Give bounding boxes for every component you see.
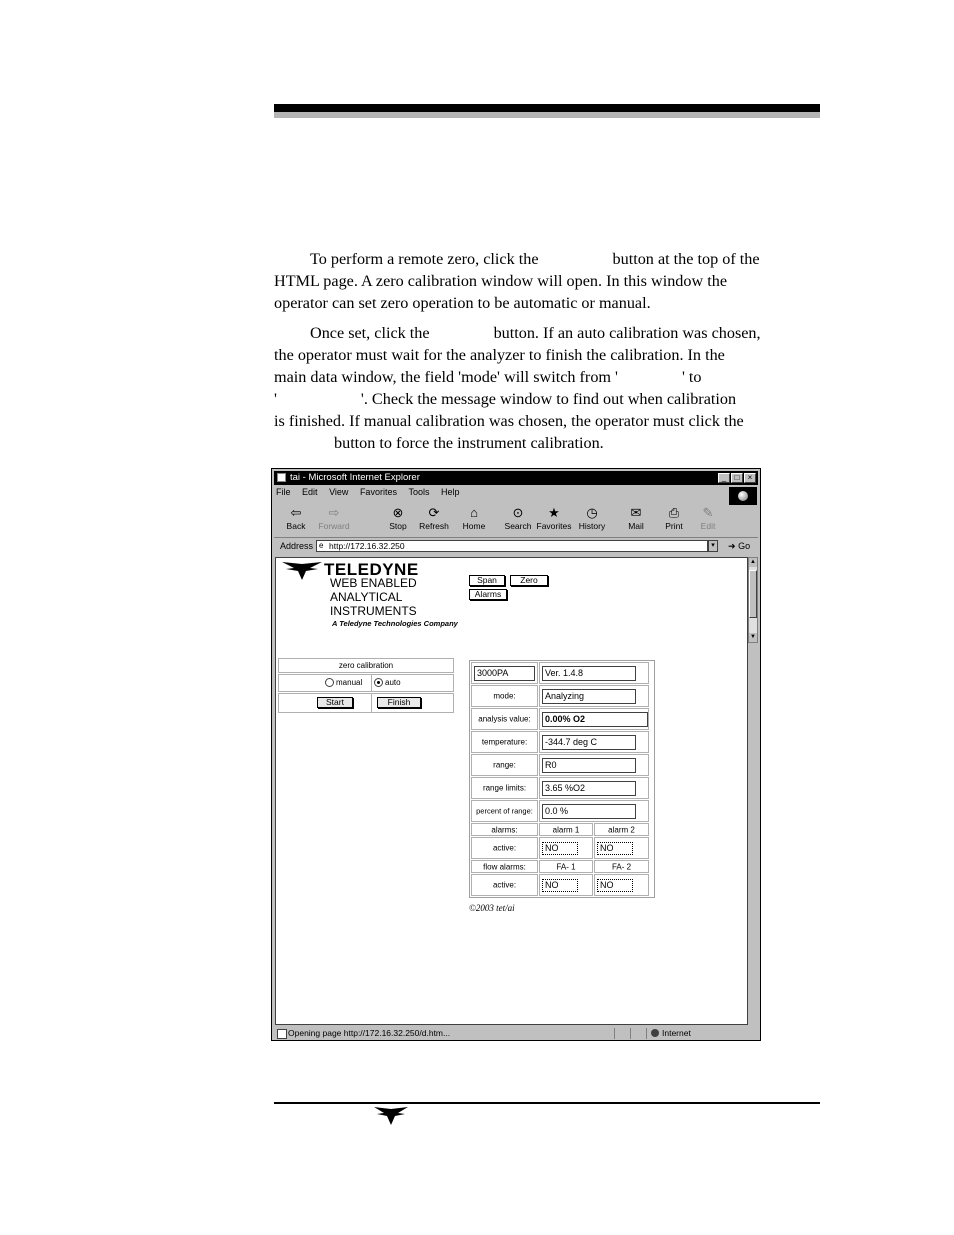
fa2-header-cell xyxy=(594,860,649,873)
favorites-icon: ★ xyxy=(548,505,560,520)
range-limits-value-cell xyxy=(539,777,649,799)
p2-l2: the operator must wait for the analyzer to finish the calibration. In the xyxy=(274,346,725,364)
percent-row xyxy=(471,800,653,822)
temperature-label: temperature: xyxy=(481,737,528,747)
fa1-active-cell xyxy=(539,874,593,896)
p2-l4b: '. Check the message window to find out when calibration xyxy=(360,390,737,408)
alarm2-active-field: NO xyxy=(597,842,633,855)
manual-radio[interactable] xyxy=(325,678,334,687)
menu-view[interactable]: View xyxy=(329,487,349,497)
search-icon: ⊙ xyxy=(512,505,524,520)
toolbar-search-button[interactable] xyxy=(500,504,536,534)
percent-label: percent of range: xyxy=(476,806,533,816)
page-viewport xyxy=(275,557,748,1025)
tagline-1: WEB ENABLED xyxy=(330,576,417,590)
toolbar-back-button[interactable] xyxy=(278,504,314,534)
scroll-down-icon[interactable]: ▼ xyxy=(750,634,756,640)
paragraph-once-set xyxy=(274,322,820,454)
footer-logo xyxy=(373,1106,409,1131)
toolbar-label: Mail xyxy=(628,521,644,531)
p2-l3a: main data window, the field 'mode' will switch from ' xyxy=(274,368,618,386)
back-arrow-icon: ⇦ xyxy=(290,505,302,520)
brand-name: TELEDYNE xyxy=(324,560,419,579)
toolbar-label: Refresh xyxy=(419,521,449,531)
range-field: R0 xyxy=(542,758,636,773)
flow-alarms-label: flow alarms: xyxy=(483,862,526,871)
address-input[interactable]: e http://172.16.32.250 xyxy=(316,540,708,552)
status-text: Opening page http://172.16.32.250/d.htm... xyxy=(288,1028,451,1038)
stop-icon: ⊗ xyxy=(392,505,404,520)
fa2-active-field: NO xyxy=(597,879,633,892)
flow-alarms-header-row xyxy=(471,860,653,873)
range-label-cell xyxy=(471,754,538,776)
toolbar-label: Home xyxy=(462,521,486,531)
start-button[interactable]: Start xyxy=(317,697,353,708)
analyzer-data-table xyxy=(469,660,655,898)
alarm1-active-field: NO xyxy=(542,842,578,855)
go-arrow-icon: ➜ xyxy=(728,541,736,551)
model-field: 3000PA xyxy=(474,666,535,681)
ie-throbber-icon xyxy=(729,487,757,505)
percent-value-cell xyxy=(539,800,649,822)
status-bar xyxy=(274,1027,758,1040)
analysis-row xyxy=(471,708,653,730)
version-cell xyxy=(539,662,649,684)
range-row xyxy=(471,754,653,776)
refresh-icon: ⟳ xyxy=(428,505,440,520)
alarm1-header-cell xyxy=(539,823,593,836)
internet-zone-icon xyxy=(651,1029,659,1037)
toolbar-mail-button[interactable] xyxy=(618,504,654,534)
tagline-company: A Teledyne Technologies Company xyxy=(332,619,458,628)
alarm2-active-cell xyxy=(594,837,649,859)
manual-option[interactable] xyxy=(325,678,362,687)
toolbar-history-button[interactable] xyxy=(574,504,610,534)
range-limits-label: range limits: xyxy=(482,783,527,793)
auto-radio[interactable] xyxy=(374,678,383,687)
menu-bar xyxy=(276,487,726,501)
manual-label: manual xyxy=(336,678,363,687)
temperature-row xyxy=(471,731,653,753)
finish-button[interactable]: Finish xyxy=(377,697,421,708)
p2-l6: button to force the instrument calibration. xyxy=(334,434,604,452)
p1-part1: To perform a remote zero, click the xyxy=(310,250,539,268)
ie-page-icon xyxy=(277,473,286,482)
footer-rule xyxy=(274,1102,820,1104)
analysis-label: analysis value: xyxy=(478,714,531,724)
toolbar-label: Print xyxy=(665,521,683,531)
close-icon[interactable]: × xyxy=(744,473,756,483)
status-divider xyxy=(646,1028,647,1039)
analysis-value-cell xyxy=(539,708,649,730)
zero-calibration-title: zero calibration xyxy=(338,661,394,670)
menu-help[interactable]: Help xyxy=(441,487,460,497)
analysis-label-cell xyxy=(471,708,538,730)
alarms-active-label-cell xyxy=(471,837,538,859)
zone-text: Internet xyxy=(662,1028,691,1038)
toolbar-label: Search xyxy=(504,521,532,531)
toolbar xyxy=(276,504,756,536)
menu-tools[interactable]: Tools xyxy=(408,487,430,497)
maximize-icon[interactable]: □ xyxy=(731,473,743,483)
address-label: Address xyxy=(280,541,314,551)
print-icon: ⎙ xyxy=(668,505,680,520)
status-divider xyxy=(614,1028,615,1039)
range-label: range: xyxy=(493,760,516,770)
tagline-2: ANALYTICAL xyxy=(330,590,403,604)
percent-field: 0.0 % xyxy=(542,804,636,819)
toolbar-home-button[interactable] xyxy=(456,504,492,534)
alarms-active-row xyxy=(471,837,653,859)
alarms-active-label: active: xyxy=(492,843,517,853)
toolbar-edit-button[interactable] xyxy=(690,504,726,534)
teledyne-bird-icon xyxy=(280,560,324,582)
range-limits-label-cell xyxy=(471,777,538,799)
toolbar-stop-button[interactable] xyxy=(380,504,416,534)
p1-line2: HTML page. A zero calibration window will open. In this window the xyxy=(274,272,728,290)
toolbar-label: History xyxy=(578,521,606,531)
header-rule xyxy=(274,104,820,112)
history-icon: ◷ xyxy=(586,505,598,520)
model-row xyxy=(471,662,653,684)
percent-label-cell xyxy=(471,800,538,822)
version-field: Ver. 1.4.8 xyxy=(542,666,636,681)
auto-label: auto xyxy=(385,678,401,687)
teledyne-bird-icon xyxy=(373,1106,409,1126)
mail-icon: ✉ xyxy=(630,505,642,520)
zero-button[interactable]: Zero xyxy=(510,575,548,586)
toolbar-label: Forward xyxy=(318,521,350,531)
p2-l5: is finished. If manual calibration was chosen, the operator must click the xyxy=(274,412,744,430)
toolbar-label: Stop xyxy=(389,521,407,531)
fa2-header: FA- 2 xyxy=(611,862,632,871)
copyright-text: ©2003 tet/ai xyxy=(469,903,515,913)
menu-edit[interactable]: Edit xyxy=(302,487,318,497)
scroll-thumb[interactable] xyxy=(749,570,757,618)
toolbar-label: Back xyxy=(286,521,306,531)
p1-part2: button at the top of the xyxy=(612,250,760,268)
minimize-icon[interactable]: _ xyxy=(718,473,730,483)
fa2-active-cell xyxy=(594,874,649,896)
zero-actions-row xyxy=(278,693,454,713)
status-divider xyxy=(630,1028,631,1039)
flow-alarms-label-cell xyxy=(471,860,538,873)
paragraph-remote-zero xyxy=(274,248,820,314)
alarm1-active-cell xyxy=(539,837,593,859)
address-bar xyxy=(274,537,758,554)
edit-icon: ✎ xyxy=(702,505,714,520)
menu-favorites[interactable]: Favorites xyxy=(359,487,397,497)
p2-l1a: Once set, click the xyxy=(310,324,430,342)
page-loading-icon xyxy=(277,1029,287,1039)
zero-mode-row xyxy=(278,674,454,692)
alarms-button[interactable]: Alarms xyxy=(469,589,507,600)
toolbar-forward-button[interactable] xyxy=(316,504,352,534)
temperature-label-cell xyxy=(471,731,538,753)
alarms-label-cell xyxy=(471,823,538,836)
auto-option[interactable] xyxy=(374,678,401,687)
alarm2-header: alarm 2 xyxy=(608,825,635,834)
go-button[interactable] xyxy=(728,541,750,552)
mode-label-cell xyxy=(471,685,538,707)
mode-label: mode: xyxy=(493,691,516,701)
p2-l3b: ' to xyxy=(681,368,702,386)
mode-field: Analyzing xyxy=(542,689,636,704)
alarm2-header-cell xyxy=(594,823,649,836)
forward-arrow-icon: ⇨ xyxy=(328,505,340,520)
alarms-header-row xyxy=(471,823,653,836)
toolbar-label: Edit xyxy=(700,521,716,531)
alarms-label: alarms: xyxy=(491,825,518,834)
header-rule-shadow xyxy=(274,112,820,118)
toolbar-refresh-button[interactable] xyxy=(416,504,452,534)
toolbar-label: Favorites xyxy=(536,521,572,531)
browser-window xyxy=(271,468,761,1041)
range-limits-row xyxy=(471,777,653,799)
temperature-field: -344.7 deg C xyxy=(542,735,636,750)
zero-calibration-title-row xyxy=(278,658,454,673)
go-label: Go xyxy=(738,541,751,551)
home-icon: ⌂ xyxy=(470,505,478,520)
flow-active-label: active: xyxy=(492,880,517,890)
analysis-field: 0.00% O2 xyxy=(542,712,648,727)
range-limits-field: 3.65 %O2 xyxy=(542,781,636,796)
toolbar-favorites-button[interactable] xyxy=(536,504,572,534)
mode-value-cell xyxy=(539,685,649,707)
menu-file[interactable]: File xyxy=(276,487,291,497)
span-button[interactable]: Span xyxy=(469,575,505,586)
address-dropdown-icon[interactable]: ▾ xyxy=(708,540,718,552)
vertical-scrollbar[interactable] xyxy=(748,557,758,643)
p2-l1b: button. If an auto calibration was chosen, xyxy=(493,324,761,342)
mode-row xyxy=(471,685,653,707)
model-cell xyxy=(471,662,538,684)
p1-line3: operator can set zero operation to be automatic or manual. xyxy=(274,294,651,312)
tagline-3: INSTRUMENTS xyxy=(330,604,417,618)
fa1-header-cell xyxy=(539,860,593,873)
alarm1-header: alarm 1 xyxy=(552,825,580,834)
scroll-up-icon[interactable]: ▲ xyxy=(750,559,756,565)
toolbar-print-button[interactable] xyxy=(656,504,692,534)
window-title: tai - Microsoft Internet Explorer xyxy=(290,472,420,483)
fa1-active-field: NO xyxy=(542,879,578,892)
title-bar xyxy=(274,471,758,485)
flow-active-label-cell xyxy=(471,874,538,896)
zero-calibration-panel xyxy=(278,658,454,714)
range-value-cell xyxy=(539,754,649,776)
flow-active-row xyxy=(471,874,653,896)
p2-l4a: ' xyxy=(274,390,277,408)
temperature-value-cell xyxy=(539,731,649,753)
fa1-header: FA- 1 xyxy=(556,862,576,871)
